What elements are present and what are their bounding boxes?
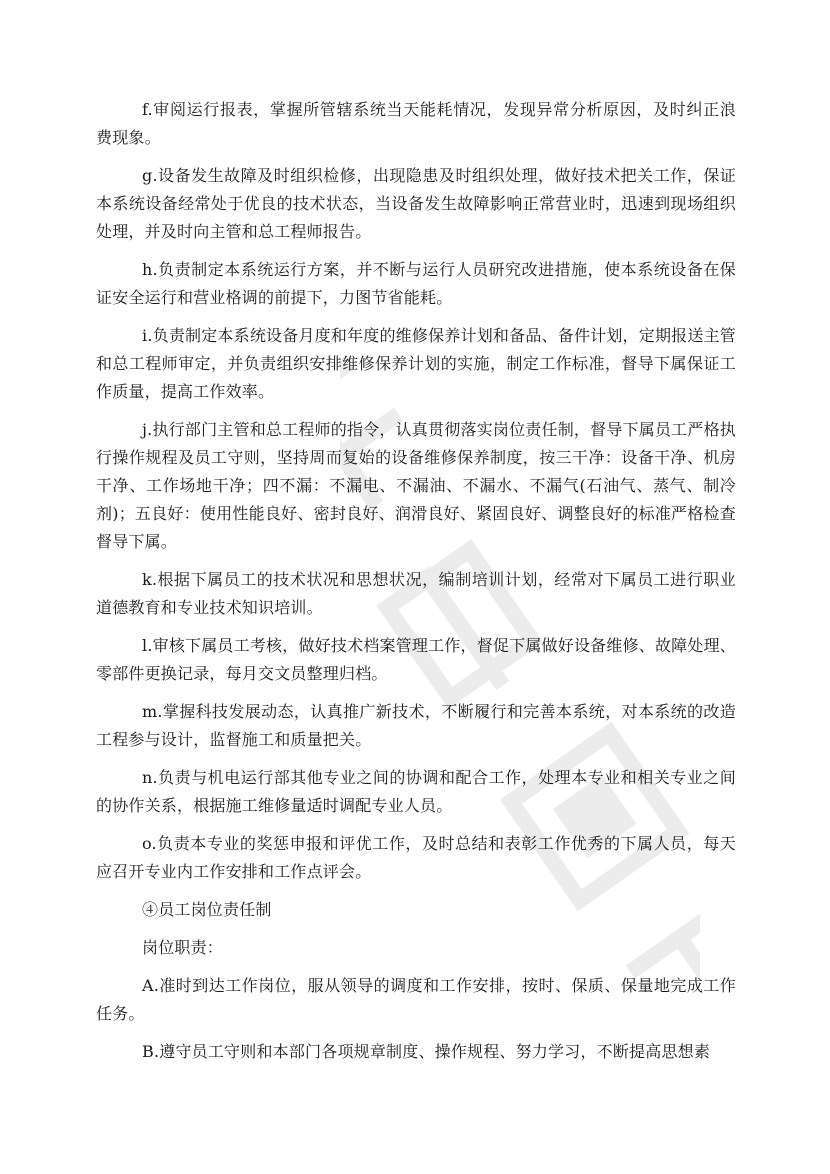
paragraph-l: l.审核下属员工考核，做好技术档案管理工作，督促下属做好设备维修、故障处理、零部件更换记录，每月交文员整理归档。: [96, 636, 736, 683]
paragraph-a: A.准时到达工作岗位，服从领导的调度和工作安排，按时、保质、保量地完成工作任务。: [96, 976, 736, 1023]
paragraph-b: B.遵守员工守则和本部门各项规章制度、操作规程、努力学习，不断提高思想素: [142, 1042, 711, 1061]
subsection-label: 岗位职责：: [142, 938, 224, 957]
paragraph-g: g.设备发生故障及时组织检修，出现隐患及时组织处理，做好技术把关工作，保证本系统设备经常处于优良的技术状态，当设备发生故障影响正常营业时，迅速到现场组织处理，并及时向主管和总工程师报告。: [96, 166, 736, 241]
paragraph-m: m.掌握科技发展动态，认真推广新技术，不断履行和完善本系统，对本系统的改造工程参与设计，监督施工和质量把关。: [96, 702, 736, 749]
paragraph-n: n.负责与机电运行部其他专业之间的协调和配合工作，处理本专业和相关专业之间的协作关系，根据施工维修量适时调配专业人员。: [96, 768, 736, 815]
document-body: [96, 96, 736, 1076]
paragraph-j: j.执行部门主管和总工程师的指令，认真贯彻落实岗位责任制，督导下属员工严格执行操作规程及员工守则，坚持周而复始的设备维修保养制度，按三干净：设备干净、机房干净、工作场地干净；四不漏：不漏电、不漏油、不漏水、不漏气(石油气、蒸气、制冷剂)；五良好：使用性能良好、密封良好、润滑良好、紧固良好、调整良好的标准严格检查督导下属。: [96, 420, 736, 551]
paragraph-k: k.根据下属员工的技术状况和思想状况，编制培训计划，经常对下属员工进行职业道德教育和专业技术知识培训。: [96, 570, 736, 617]
paragraph-h: h.负责制定本系统运行方案，并不断与运行人员研究改进措施，使本系统设备在保证安全运行和营业格调的前提下，力图节省能耗。: [96, 260, 736, 307]
paragraph-i: i.负责制定本系统设备月度和年度的维修保养计划和备品、备件计划，定期报送主管和总工程师审定，并负责组织安排维修保养计划的实施，制定工作标准，督导下属保证工作质量，提高工作效率。: [96, 326, 736, 401]
paragraph-o: o.负责本专业的奖惩申报和评优工作，及时总结和表彰工作优秀的下属人员，每天应召开专业内工作安排和工作点评会。: [96, 834, 736, 881]
paragraph-f: f.审阅运行报表，掌握所管辖系统当天能耗情况，发现异常分析原因，及时纠正浪费现象。: [96, 100, 736, 147]
section-heading: ④员工岗位责任制: [142, 900, 272, 919]
